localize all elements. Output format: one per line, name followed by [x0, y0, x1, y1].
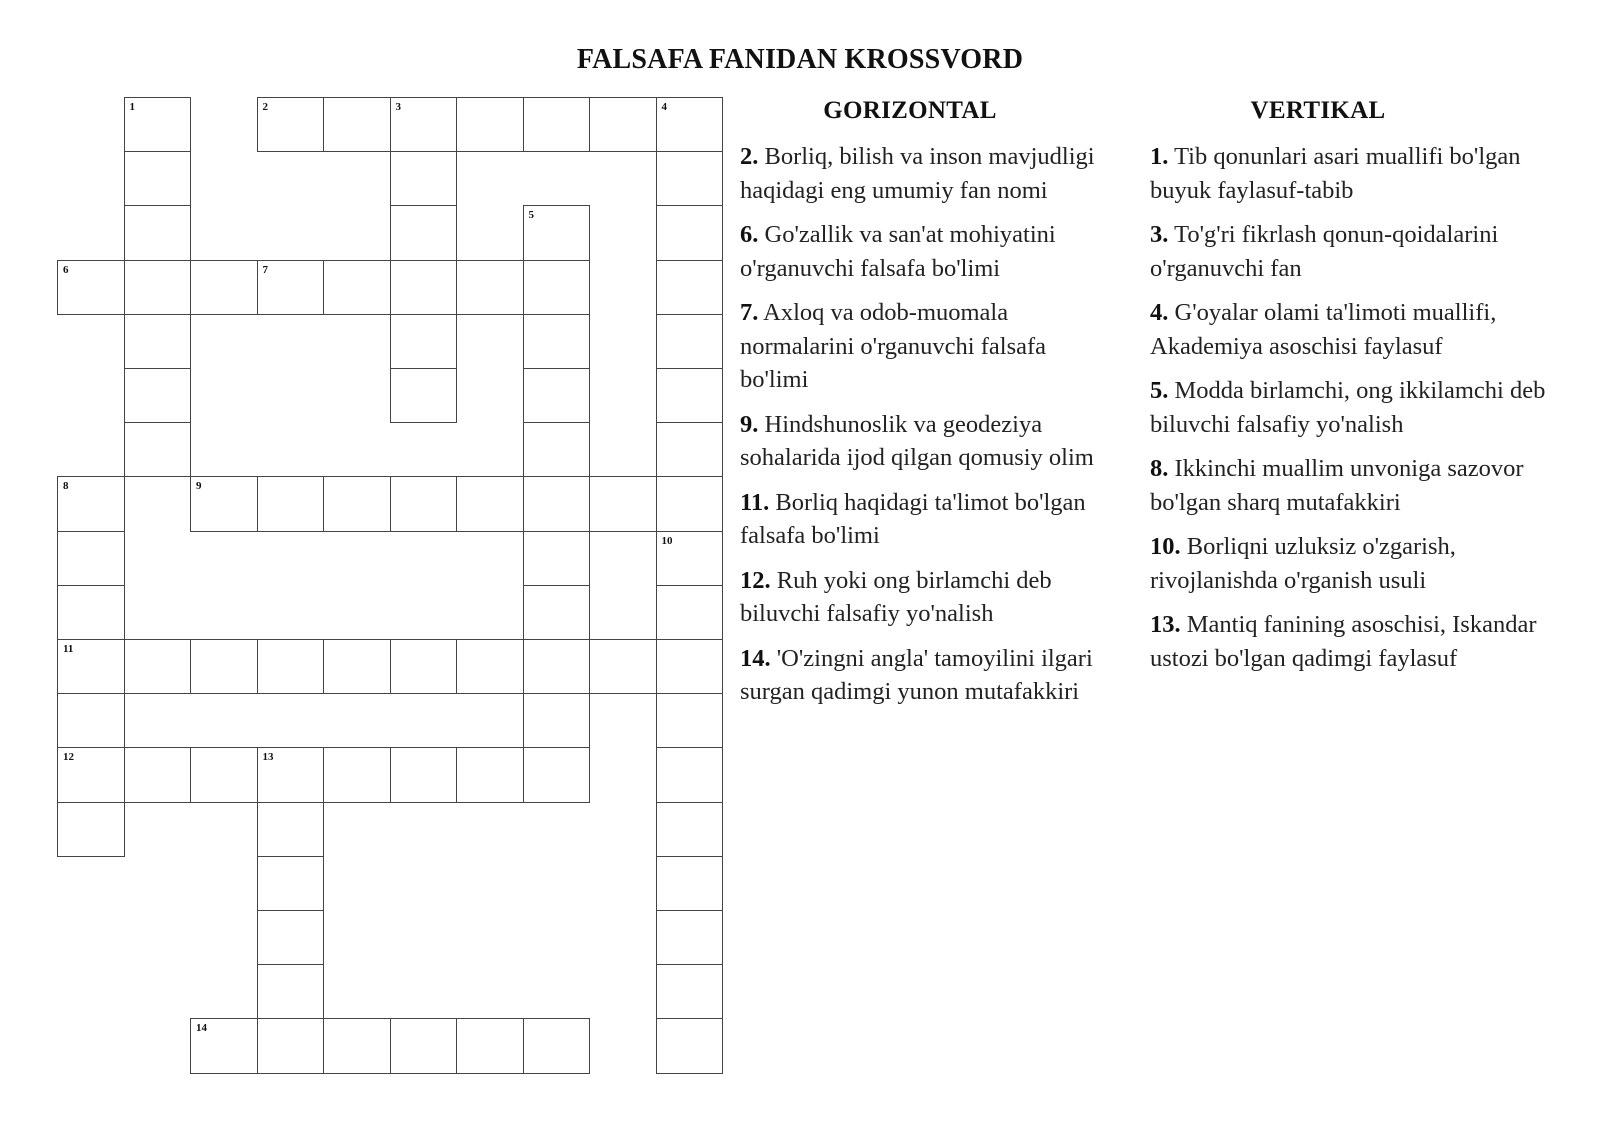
clue-number: 14 — [196, 1022, 207, 1035]
grid-cell[interactable] — [390, 97, 458, 152]
clue-number: 11 — [63, 643, 74, 655]
grid-cell[interactable] — [190, 476, 258, 531]
grid-cell[interactable] — [57, 531, 125, 586]
grid-cell[interactable] — [523, 368, 591, 423]
grid-cell[interactable] — [656, 747, 724, 802]
grid-cell[interactable] — [589, 97, 657, 152]
clue-number: 7 — [262, 263, 268, 276]
clue-down-4: 4. G'oyalar olami ta'limoti muallifi, Akademiya asoschisi faylasuf — [1150, 299, 1497, 360]
grid-cell[interactable] — [523, 260, 591, 315]
grid-cell[interactable] — [257, 639, 325, 694]
grid-cell[interactable] — [57, 585, 125, 640]
grid-cell[interactable] — [456, 476, 524, 531]
clue-across-7: 7. Axloq va odob-muomala normalarini o'rganuvchi falsafa bo'limi — [740, 299, 1047, 393]
grid-cell[interactable] — [656, 422, 724, 477]
grid-cell[interactable] — [57, 747, 125, 802]
clue-number: 13 — [262, 751, 274, 764]
clue-across-11: 11. Borliq haqidagi ta'limot bo'lgan falsafa bo'limi — [740, 488, 1086, 549]
clue-number: 10 — [661, 534, 673, 547]
grid-cell[interactable] — [257, 910, 325, 965]
grid-cell[interactable] — [323, 747, 391, 802]
grid-cell[interactable] — [656, 693, 724, 748]
grid-cell[interactable] — [656, 531, 724, 586]
grid-cell[interactable] — [656, 910, 724, 965]
crossword-grid — [0, 0, 740, 1131]
clue-across-14: 14. 'O'zingni angla' tamoyilini ilgari surgan qadimgi yunon mutafakkiri — [740, 644, 1093, 705]
grid-cell[interactable] — [124, 639, 192, 694]
grid-cell[interactable] — [57, 639, 125, 694]
grid-cell[interactable] — [656, 964, 724, 1019]
clue-number: 5 — [528, 209, 534, 222]
grid-cell[interactable] — [257, 260, 325, 315]
grid-cell[interactable] — [323, 639, 391, 694]
grid-cell[interactable] — [390, 476, 458, 531]
grid-cell[interactable] — [257, 747, 325, 802]
grid-cell[interactable] — [124, 97, 192, 152]
grid-cell[interactable] — [656, 260, 724, 315]
grid-cell[interactable] — [124, 747, 192, 802]
grid-cell[interactable] — [257, 856, 325, 911]
grid-cell[interactable] — [323, 1018, 391, 1073]
grid-cell[interactable] — [656, 205, 724, 260]
grid-cell[interactable] — [190, 260, 258, 315]
grid-cell[interactable] — [257, 1018, 325, 1073]
grid-cell[interactable] — [656, 368, 724, 423]
grid-cell[interactable] — [190, 747, 258, 802]
clue-across-9: 9. Hindshunoslik va geodeziya sohalarida ijod qilgan qomusiy olim — [740, 410, 1094, 471]
clue-number: 3 — [395, 101, 401, 113]
clue-number: 12 — [63, 751, 74, 764]
grid-cell[interactable] — [57, 802, 125, 857]
grid-cell[interactable] — [523, 585, 591, 640]
horizontal-heading: GORIZONTAL — [823, 97, 997, 124]
grid-cell[interactable] — [523, 693, 591, 748]
grid-cell[interactable] — [124, 205, 192, 260]
grid-cell[interactable] — [390, 205, 458, 260]
clue-down-3: 3. To'g'ri fikrlash qonun-qoidalarini o'rganuvchi fan — [1150, 221, 1499, 282]
vertical-clues — [1150, 140, 1550, 686]
grid-cell[interactable] — [57, 693, 125, 748]
clue-number: 9 — [196, 480, 202, 493]
grid-cell[interactable] — [523, 97, 591, 152]
grid-cell[interactable] — [523, 205, 591, 260]
clue-number: 6 — [63, 263, 69, 276]
grid-cell[interactable] — [323, 476, 391, 531]
grid-cell[interactable] — [523, 639, 591, 694]
grid-cell[interactable] — [656, 639, 724, 694]
grid-cell[interactable] — [57, 260, 125, 315]
grid-cell[interactable] — [523, 747, 591, 802]
grid-cell[interactable] — [656, 585, 724, 640]
grid-cell[interactable] — [257, 964, 325, 1019]
clue-down-5: 5. Modda birlamchi, ong ikkilamchi deb biluvchi falsafiy yo'nalish — [1150, 377, 1546, 438]
grid-cell[interactable] — [656, 476, 724, 531]
clue-across-2: 2. Borliq, bilish va inson mavjudligi haqidagi eng umumiy fan nomi — [740, 143, 1095, 204]
clue-down-8: 8. Ikkinchi muallim unvoniga sazovor bo'lgan sharq mutafakkiri — [1150, 455, 1524, 516]
grid-cell[interactable] — [656, 1018, 724, 1073]
clue-number: 1 — [129, 101, 135, 113]
grid-cell[interactable] — [257, 476, 325, 531]
horizontal-clues — [740, 140, 1120, 720]
grid-cell[interactable] — [323, 260, 391, 315]
grid-cell[interactable] — [390, 151, 458, 206]
grid-cell[interactable] — [523, 422, 591, 477]
grid-cell[interactable] — [656, 802, 724, 857]
clue-across-12: 12. Ruh yoki ong birlamchi deb biluvchi falsafiy yo'nalish — [740, 566, 1052, 627]
grid-cell[interactable] — [656, 151, 724, 206]
grid-cell[interactable] — [523, 314, 591, 369]
grid-cell[interactable] — [456, 747, 524, 802]
grid-cell[interactable] — [323, 97, 391, 152]
grid-cell[interactable] — [190, 639, 258, 694]
grid-cell[interactable] — [390, 314, 458, 369]
grid-cell[interactable] — [124, 368, 192, 423]
grid-cell[interactable] — [124, 260, 192, 315]
grid-cell[interactable] — [456, 639, 524, 694]
grid-cell[interactable] — [57, 476, 125, 531]
grid-cell[interactable] — [656, 856, 724, 911]
grid-cell[interactable] — [124, 422, 192, 477]
grid-cell[interactable] — [589, 476, 657, 531]
clue-number: 8 — [63, 480, 69, 493]
clue-number: 4 — [661, 101, 667, 113]
grid-cell[interactable] — [589, 639, 657, 694]
grid-cell[interactable] — [390, 1018, 458, 1073]
grid-cell[interactable] — [656, 97, 724, 152]
grid-cell[interactable] — [656, 314, 724, 369]
grid-cell[interactable] — [124, 314, 192, 369]
grid-cell[interactable] — [190, 1018, 258, 1073]
grid-cell[interactable] — [124, 151, 192, 206]
clue-down-10: 10. Borliqni uzluksiz o'zgarish, rivojlanishda o'rganish usuli — [1150, 533, 1456, 594]
grid-cell[interactable] — [257, 802, 325, 857]
grid-cell[interactable] — [390, 747, 458, 802]
grid-cell[interactable] — [523, 1018, 591, 1073]
clue-down-1: 1. Tib qonunlari asari muallifi bo'lgan buyuk faylasuf-tabib — [1150, 143, 1521, 204]
clue-across-6: 6. Go'zallik va san'at mohiyatini o'rganuvchi falsafa bo'limi — [740, 221, 1056, 282]
grid-cell[interactable] — [523, 476, 591, 531]
grid-cell[interactable] — [456, 260, 524, 315]
page-title: FALSAFA FANIDAN KROSSVORD — [576, 44, 1024, 75]
clue-down-13: 13. Mantiq fanining asoschisi, Iskandar ustozi bo'lgan qadimgi faylasuf — [1150, 611, 1537, 672]
clue-number: 2 — [262, 101, 268, 113]
grid-cell[interactable] — [523, 531, 591, 586]
grid-cell[interactable] — [390, 368, 458, 423]
grid-cell[interactable] — [390, 260, 458, 315]
grid-cell[interactable] — [390, 639, 458, 694]
grid-cell[interactable] — [257, 97, 325, 152]
grid-cell[interactable] — [456, 97, 524, 152]
grid-cell[interactable] — [456, 1018, 524, 1073]
vertical-heading: VERTIKAL — [1250, 97, 1386, 124]
